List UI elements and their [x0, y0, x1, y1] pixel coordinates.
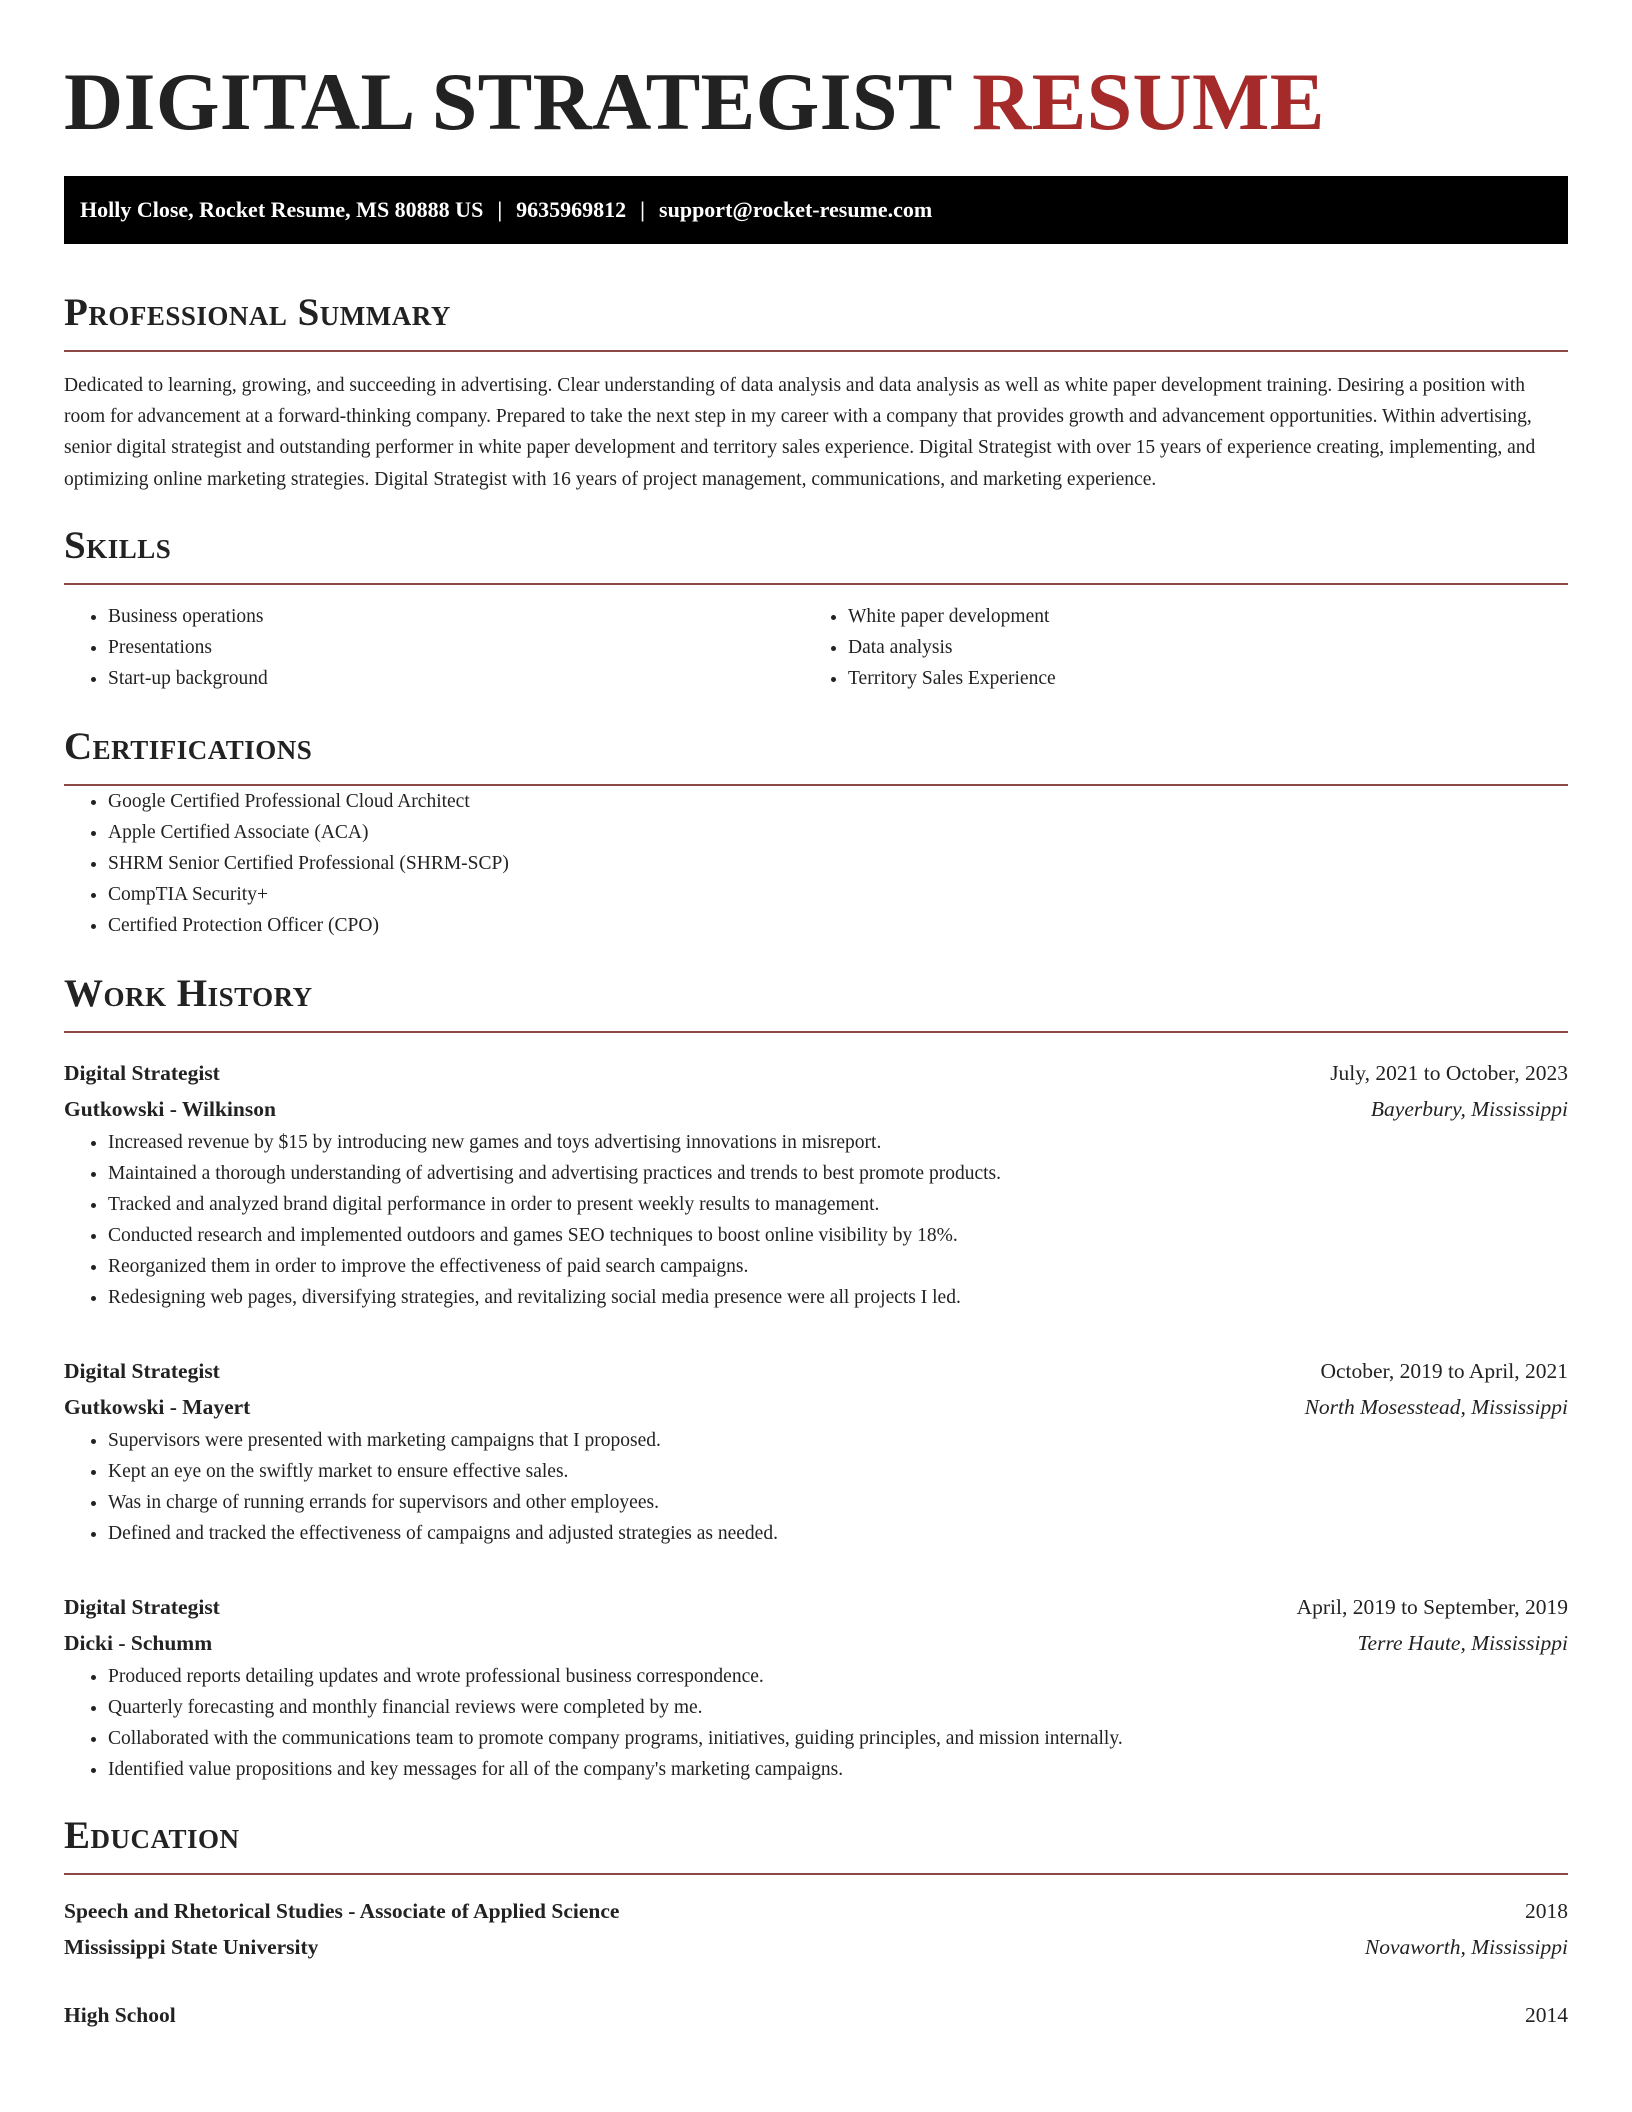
job-title: Digital Strategist [64, 1060, 220, 1085]
education-degree: High School [64, 2002, 176, 2027]
skill-item: • Start-up background [108, 663, 804, 694]
job-duty-item: • Conducted research and implemented outdoors and games SEO techniques to boost online visibility by 18%. [108, 1220, 1568, 1251]
job-duty-item: • Identified value propositions and key messages for all of the company's marketing campaigns. [108, 1754, 1568, 1785]
section-title-skills: Skills [64, 523, 172, 567]
skill-item: • White paper development [848, 601, 1544, 632]
job-duty-item: • Redesigning web pages, diversifying strategies, and revitalizing social media presence were all projects I led. [108, 1282, 1568, 1313]
job-duties [64, 1127, 1568, 1313]
section-divider [64, 1031, 1568, 1033]
job-duty-item: • Defined and tracked the effectiveness of campaigns and adjusted strategies as needed. [108, 1518, 1568, 1549]
contact-email: support@rocket-resume.com [659, 197, 933, 222]
education-entry [64, 1997, 1568, 2033]
education-entry [64, 1893, 1568, 1965]
job-dates: July, 2021 to October, 2023 [1330, 1060, 1568, 1085]
section-divider [64, 1873, 1568, 1875]
section-title-work-history: Work History [64, 971, 313, 1015]
job-duty-item: • Increased revenue by $15 by introducing new games and toys advertising innovations in misreport. [108, 1127, 1568, 1158]
title-accent: RESUME [972, 56, 1325, 147]
job-duty-item: • Was in charge of running errands for supervisors and other employees. [108, 1487, 1568, 1518]
summary-text: Dedicated to learning, growing, and succeeding in advertising. Clear understanding of data analysis and data analysis as well as white paper development training. Desiring a position with room for advancement at a forward-thinking company. Prepared to take the next step in my career with a company that provides growth and advancement opportunities. Within advertising, senior digital strategist and outstanding performer in white paper development and territory sales experience. Digital Strategist with over 15 years of experience creating, implementing, and optimizing online marketing strategies. Digital Strategist with 16 years of project management, communications, and marketing experience. [64, 375, 1536, 490]
skills-list [64, 601, 1568, 694]
contact-separator: | [640, 197, 646, 222]
section-title-summary: Professional Summary [64, 291, 451, 334]
job-company: Gutkowski - Wilkinson [64, 1096, 276, 1121]
job-duty-item: • Kept an eye on the swiftly market to ensure effective sales. [108, 1456, 1568, 1487]
skill-item: • Presentations [108, 632, 804, 663]
job-location: North Mosesstead, Mississippi [1304, 1394, 1568, 1419]
job-duty-item: • Reorganized them in order to improve the effectiveness of paid search campaigns. [108, 1251, 1568, 1282]
job-dates: April, 2019 to September, 2019 [1296, 1594, 1568, 1619]
section-title-certifications: Certifications [64, 724, 313, 768]
job-location: Terre Haute, Mississippi [1357, 1630, 1568, 1655]
skill-item: • Data analysis [848, 632, 1544, 663]
job-duty-item: • Maintained a thorough understanding of advertising and advertising practices and trends to best promote products. [108, 1158, 1568, 1189]
contact-separator: | [497, 197, 503, 222]
job-company: Gutkowski - Mayert [64, 1394, 251, 1419]
skill-item: • Business operations [108, 601, 804, 632]
certification-item: • Google Certified Professional Cloud Architect [108, 786, 1568, 817]
education-year: 2018 [1525, 1898, 1568, 1923]
education-location: Novaworth, Mississippi [1364, 1934, 1568, 1959]
certification-item: • CompTIA Security+ [108, 879, 1568, 910]
job-duty-item: • Quarterly forecasting and monthly financial reviews were completed by me. [108, 1692, 1568, 1723]
contact-bar [64, 176, 1568, 244]
contact-address: Holly Close, Rocket Resume, MS 80888 US [80, 197, 484, 222]
certification-item: • Certified Protection Officer (CPO) [108, 910, 1568, 941]
job-title: Digital Strategist [64, 1594, 220, 1619]
job-duties [64, 1425, 1568, 1549]
job-title: Digital Strategist [64, 1358, 220, 1383]
job-dates: October, 2019 to April, 2021 [1320, 1358, 1568, 1383]
skills-column-right [804, 601, 1544, 694]
education-school: Mississippi State University [64, 1934, 319, 1959]
contact-phone: 9635969812 [516, 197, 627, 222]
skill-item: • Territory Sales Experience [848, 663, 1544, 694]
job-duty-item: • Collaborated with the communications team to promote company programs, initiatives, guiding principles, and mission internally. [108, 1723, 1568, 1754]
education-degree: Speech and Rhetorical Studies - Associate of Applied Science [64, 1898, 620, 1923]
section-divider [64, 583, 1568, 585]
job-duty-item: • Tracked and analyzed brand digital performance in order to present weekly results to management. [108, 1189, 1568, 1220]
section-divider [64, 350, 1568, 352]
skills-column-left [64, 601, 804, 694]
certification-item: • Apple Certified Associate (ACA) [108, 817, 1568, 848]
resume-title [64, 52, 1568, 152]
education-year: 2014 [1525, 2002, 1568, 2027]
section-title-education: Education [64, 1813, 240, 1857]
job-entry [64, 1055, 1568, 1313]
job-entry [64, 1589, 1568, 1785]
job-company: Dicki - Schumm [64, 1630, 213, 1655]
job-duty-item: • Supervisors were presented with marketing campaigns that I proposed. [108, 1425, 1568, 1456]
title-main: DIGITAL STRATEGIST [64, 56, 952, 147]
certification-item: • SHRM Senior Certified Professional (SHRM-SCP) [108, 848, 1568, 879]
job-location: Bayerbury, Mississippi [1370, 1096, 1568, 1121]
job-duty-item: • Produced reports detailing updates and wrote professional business correspondence. [108, 1661, 1568, 1692]
certifications-list [64, 786, 1568, 941]
job-entry [64, 1353, 1568, 1549]
job-duties [64, 1661, 1568, 1785]
